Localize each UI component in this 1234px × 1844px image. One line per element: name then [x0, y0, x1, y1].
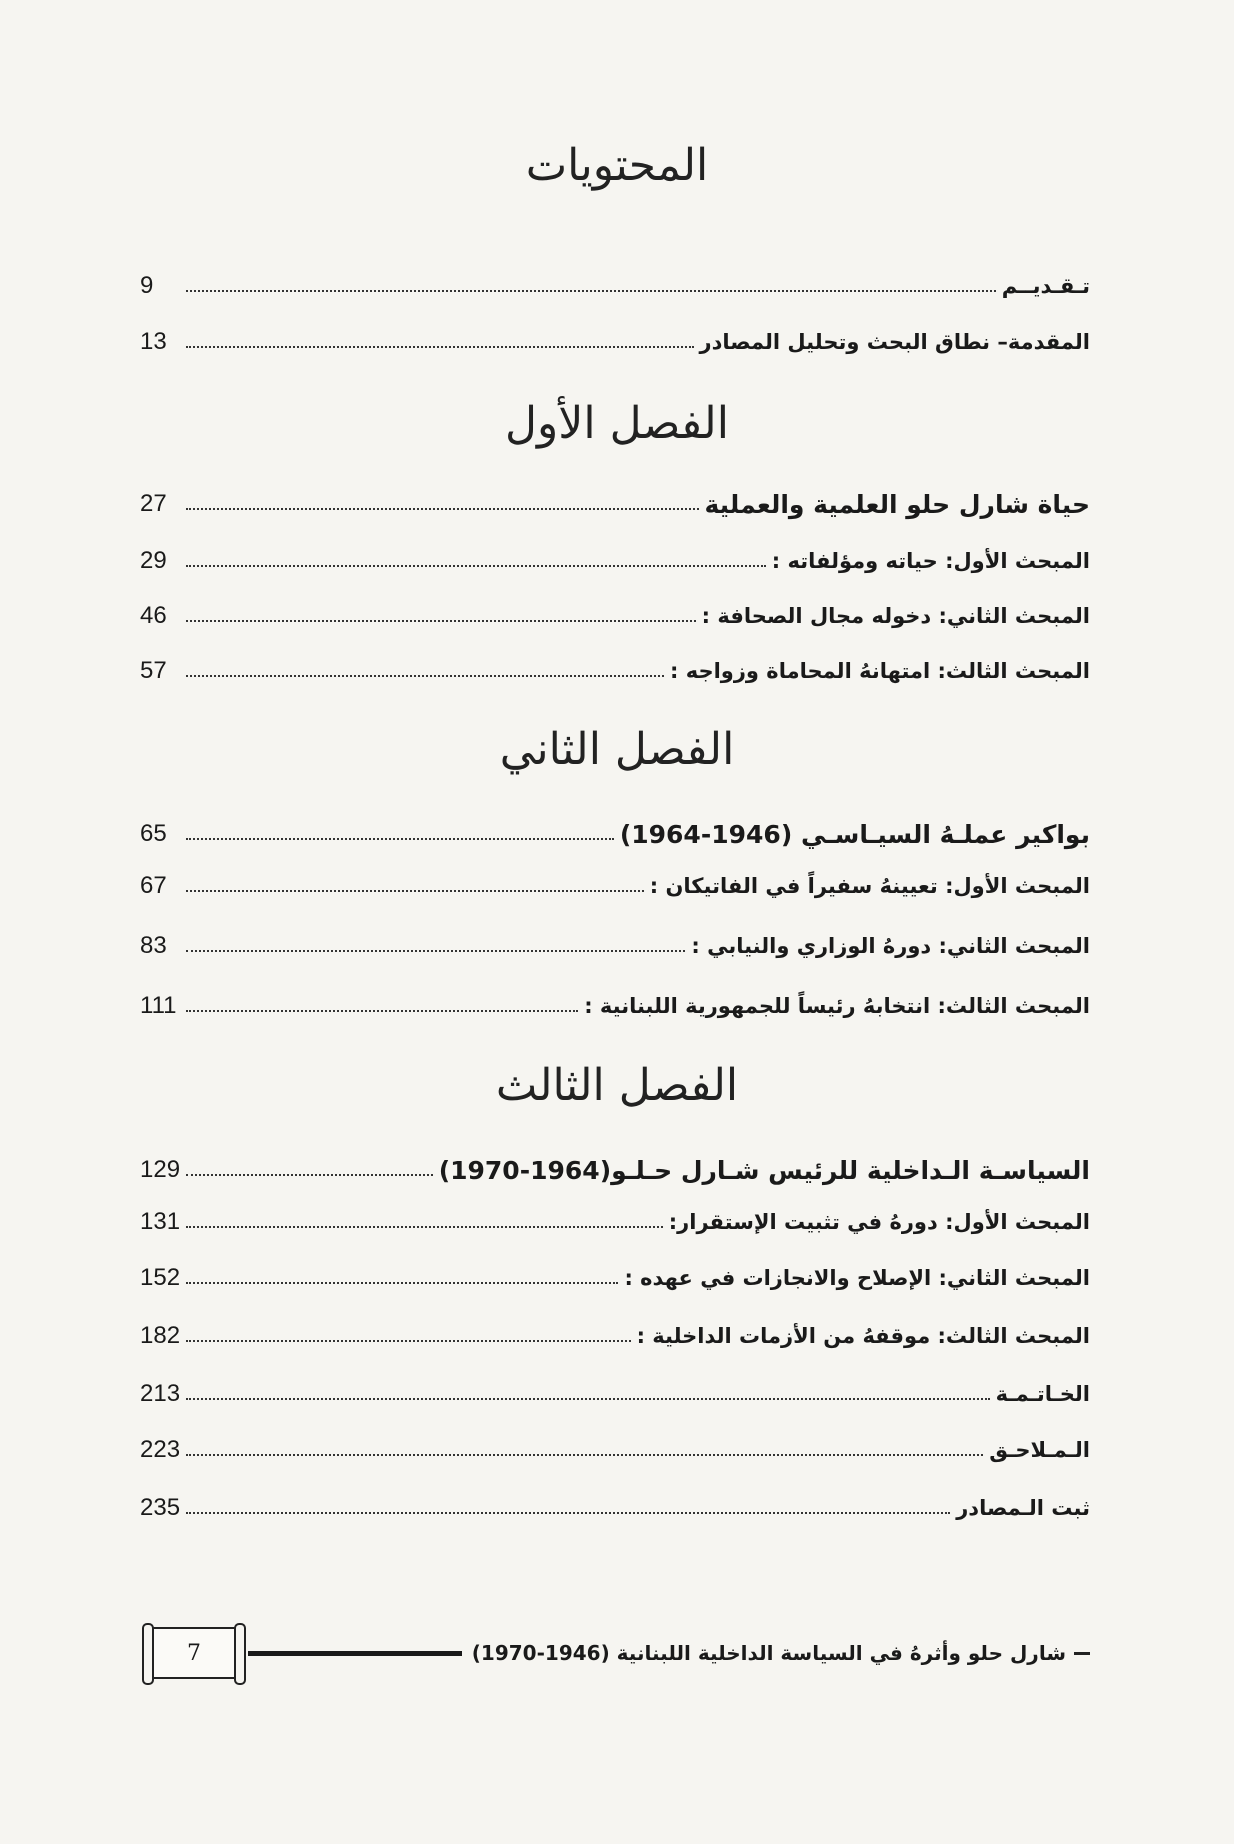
toc-page-number: 65: [140, 820, 167, 847]
toc-chapter-3-section-1: [140, 1202, 1090, 1242]
toc-entry-conclusion: [140, 1374, 1090, 1414]
toc-page-number: 46: [140, 602, 167, 629]
dot-leader: [186, 675, 664, 677]
page-number-scroll: [150, 1627, 238, 1679]
chapter-heading-3: الفصل الثالث: [495, 1060, 739, 1111]
dot-leader: [186, 950, 685, 952]
toc-page-number: 152: [140, 1264, 181, 1291]
toc-page-number: 131: [140, 1208, 181, 1235]
page-title: المحتويات: [525, 140, 709, 191]
toc-chapter-1-section-2: [140, 596, 1090, 636]
page-number: 7: [187, 1640, 201, 1666]
toc-page-number: 57: [140, 657, 167, 684]
chapter-heading-1: الفصل الأول: [505, 398, 729, 449]
dot-leader: [186, 1454, 983, 1456]
toc-entry-text: الخـاتـمـة: [995, 1382, 1090, 1406]
toc-entry-introduction: [140, 266, 1090, 306]
toc-entry-text: المبحث الثاني: دخوله مجال الصحافة :: [701, 604, 1090, 628]
toc-page-number: 13: [140, 328, 167, 355]
toc-chapter-2-main: [140, 814, 1090, 854]
page-footer: [150, 1625, 1090, 1681]
toc-entry-appendices: [140, 1430, 1090, 1470]
toc-entry-text: المبحث الثالث: انتخابهُ رئيساً للجمهورية اللبنانية :: [584, 994, 1090, 1018]
toc-page-number: 111: [140, 992, 177, 1019]
dot-leader: [186, 620, 696, 622]
dot-leader: [186, 1174, 433, 1176]
toc-entry-text: حياة شارل حلو العلمية والعملية: [704, 489, 1090, 519]
toc-entry-text: الـمـلاحـق: [989, 1438, 1090, 1462]
toc-chapter-3-section-2: [140, 1258, 1090, 1298]
toc-page-number: 67: [140, 872, 167, 899]
toc-chapter-1-section-1: [140, 541, 1090, 581]
running-title: شارل حلو وأثرهُ في السياسة الداخلية اللبنانية (1946-1970): [471, 1641, 1066, 1665]
dot-leader: [186, 1282, 618, 1284]
toc-entry-text: بواكير عملـهُ السيـاسـي (1946-1964): [619, 819, 1090, 849]
toc-entry-text: المبحث الثالث: موقفهُ من الأزمات الداخلية :: [636, 1324, 1090, 1348]
dot-leader: [186, 565, 766, 567]
toc-chapter-1-main: [140, 484, 1090, 524]
footer-rule: [248, 1651, 462, 1656]
toc-page-number: 213: [140, 1380, 181, 1407]
dot-leader: [186, 508, 699, 510]
chapter-heading-2: الفصل الثاني: [499, 724, 735, 775]
footer-dash: [1074, 1652, 1090, 1655]
toc-entry-text: المبحث الأول: حياته ومؤلفاته :: [771, 549, 1090, 573]
toc-chapter-3-section-3: [140, 1316, 1090, 1356]
dot-leader: [186, 1512, 950, 1514]
toc-page-number: 182: [140, 1322, 181, 1349]
toc-page-number: 235: [140, 1494, 181, 1521]
dot-leader: [186, 1340, 631, 1342]
toc-page-number: 83: [140, 932, 167, 959]
toc-entry-text: المبحث الثاني: الإصلاح والانجازات في عهده :: [624, 1266, 1090, 1290]
dot-leader: [186, 1010, 578, 1012]
toc-entry-text: السياسـة الـداخلية للرئيس شـارل حـلـو(1964-1970): [438, 1155, 1090, 1185]
toc-chapter-2-section-2: [140, 926, 1090, 966]
toc-page-number: 9: [140, 272, 154, 299]
toc-page-number: 27: [140, 490, 167, 517]
dot-leader: [186, 1226, 663, 1228]
dot-leader: [186, 1398, 990, 1400]
toc-entry-preface: [140, 322, 1090, 362]
toc-entry-text: تـقـديــم: [1001, 274, 1090, 298]
toc-chapter-1-section-3: [140, 651, 1090, 691]
dot-leader: [186, 290, 996, 292]
toc-page-number: 129: [140, 1156, 181, 1183]
dot-leader: [186, 346, 694, 348]
toc-entry-text: المبحث الأول: دورهُ في تثبيت الإستقرار:: [668, 1210, 1090, 1234]
toc-chapter-2-section-1: [140, 866, 1090, 906]
toc-entry-text: ثبت الـمصادر: [956, 1496, 1090, 1520]
toc-entry-text: المقدمة– نطاق البحث وتحليل المصادر: [699, 330, 1090, 354]
toc-entry-text: المبحث الثالث: امتهانهُ المحاماة وزواجه :: [670, 659, 1090, 683]
toc-page-number: 223: [140, 1436, 181, 1463]
toc-entry-text: المبحث الثاني: دورهُ الوزاري والنيابي :: [691, 934, 1090, 958]
toc-chapter-3-main: [140, 1150, 1090, 1190]
toc-page-number: 29: [140, 547, 167, 574]
toc-entry-bibliography: [140, 1488, 1090, 1528]
dot-leader: [186, 838, 614, 840]
toc-chapter-2-section-3: [140, 986, 1090, 1026]
dot-leader: [186, 890, 644, 892]
toc-entry-text: المبحث الأول: تعيينهُ سفيراً في الفاتيكان :: [649, 874, 1090, 898]
